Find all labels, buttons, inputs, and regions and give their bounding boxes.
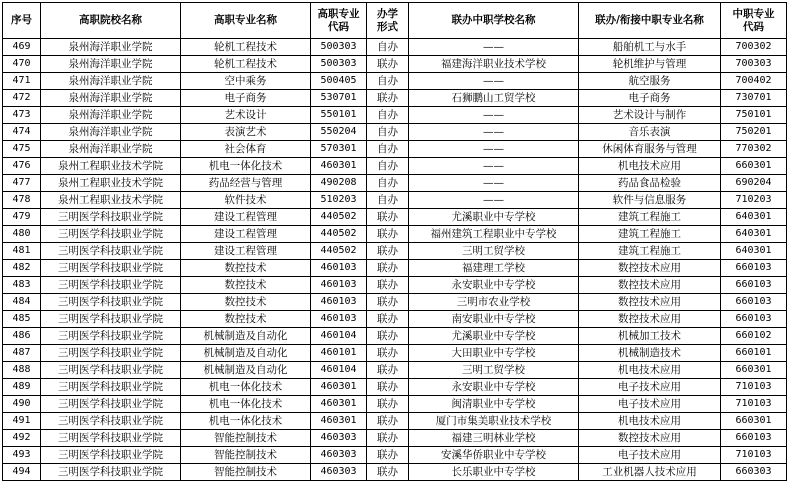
table-row [3, 413, 787, 430]
cell-secondary-major: 数控技术应用 [579, 430, 721, 447]
cell-secondary-major: 软件与信息服务 [579, 192, 721, 209]
cell-major-code: 440502 [311, 243, 367, 260]
cell-major-code: 460301 [311, 158, 367, 175]
header-seq-no [3, 3, 41, 39]
cell-college-name: 三明医学科技职业学院 [41, 447, 181, 464]
cell-secondary-code: 640301 [721, 226, 787, 243]
cell-school-form: 联办 [367, 226, 409, 243]
table-row [3, 73, 787, 90]
table-row [3, 464, 787, 481]
cell-college-name: 三明医学科技职业学院 [41, 379, 181, 396]
header-school-form-line: 形式 [377, 20, 398, 33]
table-row [3, 226, 787, 243]
cell-secondary-major: 建筑工程施工 [579, 226, 721, 243]
cell-school-form: 联办 [367, 90, 409, 107]
cell-major-name: 艺术设计 [181, 107, 311, 124]
cell-college-name: 三明医学科技职业学院 [41, 328, 181, 345]
table-row [3, 39, 787, 56]
cell-major-name: 机械制造及自动化 [181, 345, 311, 362]
table-row [3, 141, 787, 158]
cell-school-form: 联办 [367, 430, 409, 447]
cell-major-code: 510203 [311, 192, 367, 209]
cell-college-name: 三明医学科技职业学院 [41, 464, 181, 481]
cell-major-code: 570301 [311, 141, 367, 158]
cell-secondary-major: 数控技术应用 [579, 294, 721, 311]
table-row [3, 90, 787, 107]
cell-college-name: 泉州工程职业技术学院 [41, 158, 181, 175]
cell-college-name: 泉州海洋职业学院 [41, 107, 181, 124]
cell-school-form: 联办 [367, 345, 409, 362]
cell-major-code: 460303 [311, 464, 367, 481]
cell-major-code: 460303 [311, 430, 367, 447]
cell-major-name: 机械制造及自动化 [181, 362, 311, 379]
cell-major-code: 460101 [311, 345, 367, 362]
cell-seq-no: 474 [3, 124, 41, 141]
cell-college-name: 泉州工程职业技术学院 [41, 175, 181, 192]
cell-partner-school: 长乐职业中专学校 [409, 464, 579, 481]
header-secondary-code-line: 中职专业 [732, 7, 775, 20]
cell-secondary-code: 690204 [721, 175, 787, 192]
cell-partner-school: 永安职业中专学校 [409, 379, 579, 396]
cell-major-code: 460103 [311, 277, 367, 294]
cell-school-form: 联办 [367, 209, 409, 226]
cell-seq-no: 482 [3, 260, 41, 277]
cell-college-name: 三明医学科技职业学院 [41, 277, 181, 294]
cell-school-form: 自办 [367, 175, 409, 192]
cell-school-form: 联办 [367, 294, 409, 311]
cell-major-code: 440502 [311, 226, 367, 243]
cell-partner-school: —— [409, 124, 579, 141]
cell-school-form: 联办 [367, 379, 409, 396]
cell-partner-school: 厦门市集美职业技术学校 [409, 413, 579, 430]
header-partner-school-line: 联办中职学校名称 [451, 14, 536, 26]
cell-secondary-major: 工业机器人技术应用 [579, 464, 721, 481]
cell-college-name: 三明医学科技职业学院 [41, 362, 181, 379]
cell-secondary-code: 770302 [721, 141, 787, 158]
table-row [3, 277, 787, 294]
cell-college-name: 三明医学科技职业学院 [41, 294, 181, 311]
cell-secondary-code: 640301 [721, 209, 787, 226]
cell-school-form: 自办 [367, 39, 409, 56]
cell-secondary-major: 电子商务 [579, 90, 721, 107]
cell-secondary-code: 660103 [721, 294, 787, 311]
cell-major-code: 500303 [311, 39, 367, 56]
cell-college-name: 泉州海洋职业学院 [41, 73, 181, 90]
table-row [3, 124, 787, 141]
cell-partner-school: 闽清职业中专学校 [409, 396, 579, 413]
cell-seq-no: 472 [3, 90, 41, 107]
cell-college-name: 三明医学科技职业学院 [41, 345, 181, 362]
cell-major-name: 社会体育 [181, 141, 311, 158]
cell-seq-no: 475 [3, 141, 41, 158]
cell-major-name: 机电一体化技术 [181, 379, 311, 396]
table-row [3, 192, 787, 209]
cell-major-code: 460103 [311, 260, 367, 277]
table-row [3, 362, 787, 379]
cell-seq-no: 493 [3, 447, 41, 464]
table-row [3, 294, 787, 311]
cell-secondary-code: 700402 [721, 73, 787, 90]
cell-major-code: 440502 [311, 209, 367, 226]
cell-college-name: 三明医学科技职业学院 [41, 260, 181, 277]
cell-major-name: 建设工程管理 [181, 209, 311, 226]
cell-school-form: 联办 [367, 413, 409, 430]
header-major-code-line: 代码 [328, 20, 349, 33]
table-row [3, 328, 787, 345]
cell-secondary-code: 660103 [721, 260, 787, 277]
cell-major-name: 软件技术 [181, 192, 311, 209]
header-college-name [41, 3, 181, 39]
cell-secondary-major: 数控技术应用 [579, 311, 721, 328]
header-college-name-line: 高职院校名称 [79, 14, 142, 26]
header-secondary-major-line: 联办/衔接中职专业名称 [595, 14, 704, 26]
cell-secondary-major: 轮机维护与管理 [579, 56, 721, 73]
cell-major-name: 机械制造及自动化 [181, 328, 311, 345]
cell-major-name: 数控技术 [181, 277, 311, 294]
cell-partner-school: 石狮鹏山工贸学校 [409, 90, 579, 107]
table-row [3, 158, 787, 175]
cell-school-form: 自办 [367, 124, 409, 141]
cell-college-name: 三明医学科技职业学院 [41, 413, 181, 430]
cell-seq-no: 483 [3, 277, 41, 294]
cell-seq-no: 473 [3, 107, 41, 124]
cell-college-name: 三明医学科技职业学院 [41, 430, 181, 447]
cell-college-name: 三明医学科技职业学院 [41, 396, 181, 413]
cell-partner-school: —— [409, 39, 579, 56]
cell-major-code: 460301 [311, 413, 367, 430]
cell-secondary-major: 休闲体育服务与管理 [579, 141, 721, 158]
cell-partner-school: 南安职业中专学校 [409, 311, 579, 328]
cell-partner-school: —— [409, 158, 579, 175]
cell-seq-no: 479 [3, 209, 41, 226]
cell-major-code: 460104 [311, 328, 367, 345]
cell-secondary-major: 数控技术应用 [579, 277, 721, 294]
cell-secondary-code: 660103 [721, 311, 787, 328]
cell-seq-no: 492 [3, 430, 41, 447]
cell-secondary-major: 机电技术应用 [579, 362, 721, 379]
cell-partner-school: —— [409, 141, 579, 158]
header-school-form [367, 3, 409, 39]
cell-partner-school: 三明市农业学校 [409, 294, 579, 311]
cell-major-code: 460303 [311, 447, 367, 464]
cell-secondary-code: 710103 [721, 447, 787, 464]
table-row [3, 175, 787, 192]
cell-school-form: 自办 [367, 141, 409, 158]
cell-partner-school: —— [409, 175, 579, 192]
table-body [3, 39, 787, 481]
cell-seq-no: 484 [3, 294, 41, 311]
cell-school-form: 联办 [367, 362, 409, 379]
table-row [3, 107, 787, 124]
table-row [3, 243, 787, 260]
cell-seq-no: 477 [3, 175, 41, 192]
header-major-code [311, 3, 367, 39]
cell-seq-no: 490 [3, 396, 41, 413]
cell-partner-school: 福建三明林业学校 [409, 430, 579, 447]
cell-major-name: 机电一体化技术 [181, 396, 311, 413]
cell-major-name: 数控技术 [181, 294, 311, 311]
cell-secondary-code: 710103 [721, 396, 787, 413]
cell-secondary-code: 750101 [721, 107, 787, 124]
cell-secondary-major: 电子技术应用 [579, 379, 721, 396]
cell-school-form: 联办 [367, 396, 409, 413]
cell-secondary-code: 660101 [721, 345, 787, 362]
cell-secondary-major: 数控技术应用 [579, 260, 721, 277]
header-partner-school [409, 3, 579, 39]
cell-seq-no: 480 [3, 226, 41, 243]
cell-school-form: 自办 [367, 73, 409, 90]
cell-secondary-major: 机械制造技术 [579, 345, 721, 362]
cell-college-name: 三明医学科技职业学院 [41, 226, 181, 243]
cell-major-name: 数控技术 [181, 311, 311, 328]
cell-major-name: 机电一体化技术 [181, 413, 311, 430]
cell-major-code: 530701 [311, 90, 367, 107]
cell-secondary-code: 660301 [721, 158, 787, 175]
table-row [3, 345, 787, 362]
header-school-form-line: 办学 [377, 7, 398, 20]
cell-secondary-code: 660102 [721, 328, 787, 345]
cell-secondary-code: 660301 [721, 362, 787, 379]
cell-school-form: 联办 [367, 277, 409, 294]
cell-college-name: 泉州海洋职业学院 [41, 39, 181, 56]
cell-major-code: 490208 [311, 175, 367, 192]
cell-secondary-major: 药品食品检验 [579, 175, 721, 192]
cell-seq-no: 476 [3, 158, 41, 175]
cell-college-name: 泉州海洋职业学院 [41, 56, 181, 73]
cell-major-code: 460104 [311, 362, 367, 379]
cell-major-code: 500405 [311, 73, 367, 90]
cell-secondary-major: 机械加工技术 [579, 328, 721, 345]
cell-seq-no: 486 [3, 328, 41, 345]
cell-secondary-major: 机电技术应用 [579, 413, 721, 430]
cell-secondary-major: 建筑工程施工 [579, 209, 721, 226]
cell-school-form: 联办 [367, 311, 409, 328]
cell-major-name: 轮机工程技术 [181, 39, 311, 56]
cell-partner-school: 三明工贸学校 [409, 362, 579, 379]
cell-secondary-code: 700302 [721, 39, 787, 56]
table-row [3, 260, 787, 277]
cell-seq-no: 487 [3, 345, 41, 362]
cell-major-code: 460103 [311, 311, 367, 328]
cell-college-name: 三明医学科技职业学院 [41, 243, 181, 260]
cell-seq-no: 494 [3, 464, 41, 481]
cell-major-code: 550101 [311, 107, 367, 124]
cell-major-code: 460301 [311, 379, 367, 396]
cell-school-form: 联办 [367, 464, 409, 481]
cell-major-name: 电子商务 [181, 90, 311, 107]
table-row [3, 209, 787, 226]
cell-seq-no: 491 [3, 413, 41, 430]
cell-major-name: 建设工程管理 [181, 243, 311, 260]
cell-secondary-code: 640301 [721, 243, 787, 260]
cell-secondary-code: 660103 [721, 430, 787, 447]
cell-school-form: 联办 [367, 243, 409, 260]
cell-college-name: 泉州海洋职业学院 [41, 90, 181, 107]
cell-major-name: 表演艺术 [181, 124, 311, 141]
enrollment-table [2, 2, 787, 481]
cell-major-name: 智能控制技术 [181, 447, 311, 464]
header-major-code-line: 高职专业 [317, 7, 360, 20]
cell-partner-school: 大田职业中专学校 [409, 345, 579, 362]
cell-school-form: 自办 [367, 192, 409, 209]
cell-secondary-major: 建筑工程施工 [579, 243, 721, 260]
cell-seq-no: 489 [3, 379, 41, 396]
cell-secondary-code: 660103 [721, 277, 787, 294]
cell-major-name: 轮机工程技术 [181, 56, 311, 73]
cell-partner-school: 福州建筑工程职业中专学校 [409, 226, 579, 243]
cell-school-form: 联办 [367, 56, 409, 73]
cell-seq-no: 485 [3, 311, 41, 328]
header-row [3, 3, 787, 39]
cell-partner-school: 安溪华侨职业中专学校 [409, 447, 579, 464]
cell-partner-school: 福建海洋职业技术学校 [409, 56, 579, 73]
cell-partner-school: —— [409, 107, 579, 124]
cell-major-name: 药品经营与管理 [181, 175, 311, 192]
cell-secondary-code: 660301 [721, 413, 787, 430]
header-secondary-code [721, 3, 787, 39]
cell-major-name: 智能控制技术 [181, 430, 311, 447]
cell-secondary-major: 艺术设计与制作 [579, 107, 721, 124]
cell-seq-no: 488 [3, 362, 41, 379]
table-row [3, 56, 787, 73]
header-major-name-line: 高职专业名称 [214, 14, 277, 26]
cell-college-name: 三明医学科技职业学院 [41, 209, 181, 226]
cell-school-form: 联办 [367, 328, 409, 345]
cell-seq-no: 469 [3, 39, 41, 56]
table-row [3, 430, 787, 447]
cell-seq-no: 471 [3, 73, 41, 90]
header-secondary-major [579, 3, 721, 39]
header-secondary-code-line: 代码 [743, 20, 764, 33]
cell-secondary-code: 710103 [721, 379, 787, 396]
cell-secondary-major: 电子技术应用 [579, 447, 721, 464]
cell-partner-school: 福建理工学校 [409, 260, 579, 277]
cell-school-form: 自办 [367, 107, 409, 124]
cell-secondary-major: 船舶机工与水手 [579, 39, 721, 56]
cell-major-name: 机电一体化技术 [181, 158, 311, 175]
table-row [3, 311, 787, 328]
cell-partner-school: 永安职业中专学校 [409, 277, 579, 294]
cell-secondary-code: 730701 [721, 90, 787, 107]
cell-school-form: 联办 [367, 447, 409, 464]
cell-seq-no: 481 [3, 243, 41, 260]
cell-major-name: 空中乘务 [181, 73, 311, 90]
cell-secondary-major: 机电技术应用 [579, 158, 721, 175]
cell-school-form: 自办 [367, 158, 409, 175]
cell-major-name: 建设工程管理 [181, 226, 311, 243]
table-row [3, 396, 787, 413]
cell-college-name: 三明医学科技职业学院 [41, 311, 181, 328]
cell-college-name: 泉州海洋职业学院 [41, 124, 181, 141]
cell-secondary-major: 电子技术应用 [579, 396, 721, 413]
cell-college-name: 泉州工程职业技术学院 [41, 192, 181, 209]
header-seq-no-line: 序号 [11, 14, 32, 26]
cell-school-form: 联办 [367, 260, 409, 277]
cell-partner-school: 尤溪职业中专学校 [409, 209, 579, 226]
cell-major-code: 460103 [311, 294, 367, 311]
header-major-name [181, 3, 311, 39]
cell-secondary-major: 航空服务 [579, 73, 721, 90]
table-row [3, 447, 787, 464]
cell-secondary-code: 660303 [721, 464, 787, 481]
cell-partner-school: 尤溪职业中专学校 [409, 328, 579, 345]
cell-college-name: 泉州海洋职业学院 [41, 141, 181, 158]
cell-partner-school: —— [409, 192, 579, 209]
cell-secondary-code: 710203 [721, 192, 787, 209]
cell-major-code: 550204 [311, 124, 367, 141]
cell-major-code: 500303 [311, 56, 367, 73]
cell-secondary-code: 700303 [721, 56, 787, 73]
cell-major-name: 智能控制技术 [181, 464, 311, 481]
cell-seq-no: 470 [3, 56, 41, 73]
cell-seq-no: 478 [3, 192, 41, 209]
table-row [3, 379, 787, 396]
cell-secondary-code: 750201 [721, 124, 787, 141]
cell-major-code: 460301 [311, 396, 367, 413]
cell-partner-school: —— [409, 73, 579, 90]
cell-secondary-major: 音乐表演 [579, 124, 721, 141]
cell-partner-school: 三明工贸学校 [409, 243, 579, 260]
cell-major-name: 数控技术 [181, 260, 311, 277]
